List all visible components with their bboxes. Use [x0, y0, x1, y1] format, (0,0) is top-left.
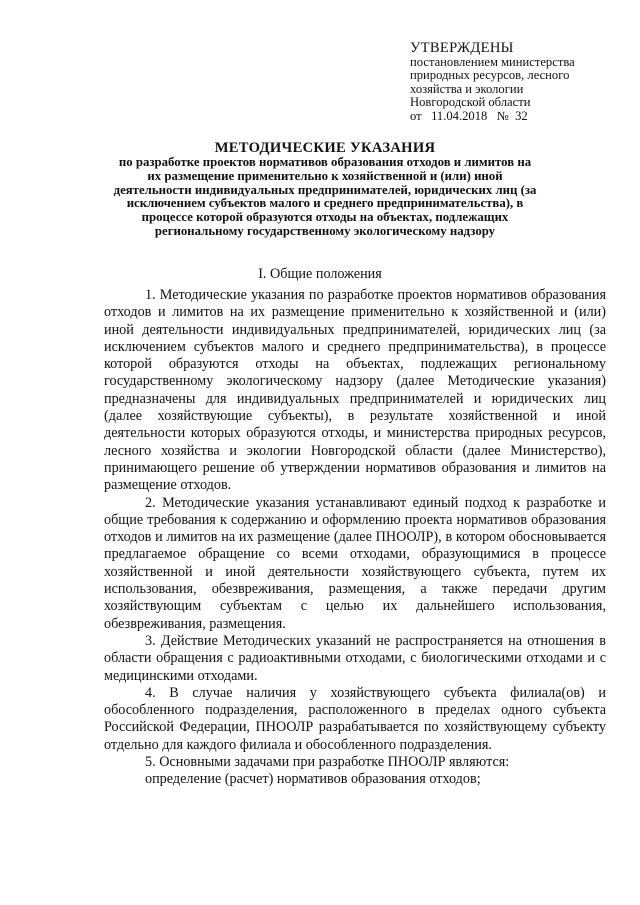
- approval-line: хозяйства и экологии: [410, 81, 524, 96]
- subtitle-line: их размещение применительно к хозяйственной и (или) иной: [147, 168, 503, 183]
- approval-stamp: [410, 40, 632, 123]
- approval-heading: УТВЕРЖДЕНЫ: [410, 40, 514, 56]
- title-main: МЕТОДИЧЕСКИЕ УКАЗАНИЯ: [214, 140, 436, 156]
- paragraph-4: 4. В случае наличия у хозяйствующего субъекта филиала(ов) и обособленного подразделения, расположенного в пределах одного субъекта Российской Федерации, ПНООЛР разрабатывается по хозяйствующему субъекту отдельно для каждого филиала и обособленного подразделения.: [104, 684, 606, 753]
- approval-date: 11.04.2018: [431, 108, 488, 123]
- approval-number: 32: [515, 108, 528, 123]
- body-text: [104, 287, 606, 789]
- subtitle-line: региональному государственному экологическому надзору: [154, 223, 496, 238]
- section-heading: I. Общие положения: [258, 266, 382, 282]
- paragraph-3: 3. Действие Методических указаний не распространяется на отношения в области обращения с радиоактивными отходами, с биологическими отходами и с медицинскими отходами.: [104, 632, 606, 684]
- subtitle-line: исключением субъектов малого и среднего предпринимательства), в: [126, 196, 524, 211]
- approval-line: природных ресурсов, лесного: [410, 68, 570, 83]
- document-title: [100, 140, 550, 239]
- paragraph-5: 5. Основными задачами при разработке ПНООЛР являются:: [145, 754, 510, 771]
- paragraph-1: 1. Методические указания по разработке проектов нормативов образования отходов и лимитов на их размещение применительно к хозяйственной и (или) иной деятельности индивидуальных предпринимателей, юридических лиц (за исключением субъектов малого и среднего предпринимательства), в процессе которой образуются отходы на объектах, подлежащих региональному государственному экологическому надзору (далее Методические указания) предназначены для индивидуальных предпринимателей и юридических лиц (далее хозяйствующие субъекты), в результате хозяйственной и иной деятельности которых образуются отходы, и министерства природных ресурсов, лесного хозяйства и экологии Новгородской области (далее Министерство), принимающего решение об утверждении нормативов образования и лимитов на размещение отходов.: [104, 287, 606, 494]
- paragraph-2: 2. Методические указания устанавливают единый подход к разработке и общие требования к содержанию и оформлению проекта нормативов образования отходов и лимитов на их размещение (далее ПНООЛР), в котором обосновывается предлагаемое обращение со всеми отходами, образующимися в процессе хозяйственной и иной деятельности хозяйствующего субъекта, путем их использования, обезвреживания, размещения, а также передачи другим хозяйствующим субъектам с целью их дальнейшего использования, обезвреживания, размещения.: [104, 494, 606, 632]
- paragraph-6: определение (расчет) нормативов образования отходов;: [145, 771, 481, 788]
- number-sign: №: [496, 108, 509, 123]
- approval-date-row: [410, 110, 632, 123]
- date-prefix: от: [410, 108, 422, 123]
- approval-line: постановлением министерства: [410, 55, 575, 69]
- subtitle-line: деятельности индивидуальных предпринимателей, юридических лиц (за: [113, 182, 537, 197]
- title-subtitle: [100, 156, 550, 239]
- subtitle-line: по разработке проектов нормативов образования отходов и лимитов на: [118, 155, 532, 169]
- approval-line: Новгородской области: [410, 95, 531, 110]
- subtitle-line: процессе которой образуются отходы на объектах, подлежащих: [141, 210, 509, 225]
